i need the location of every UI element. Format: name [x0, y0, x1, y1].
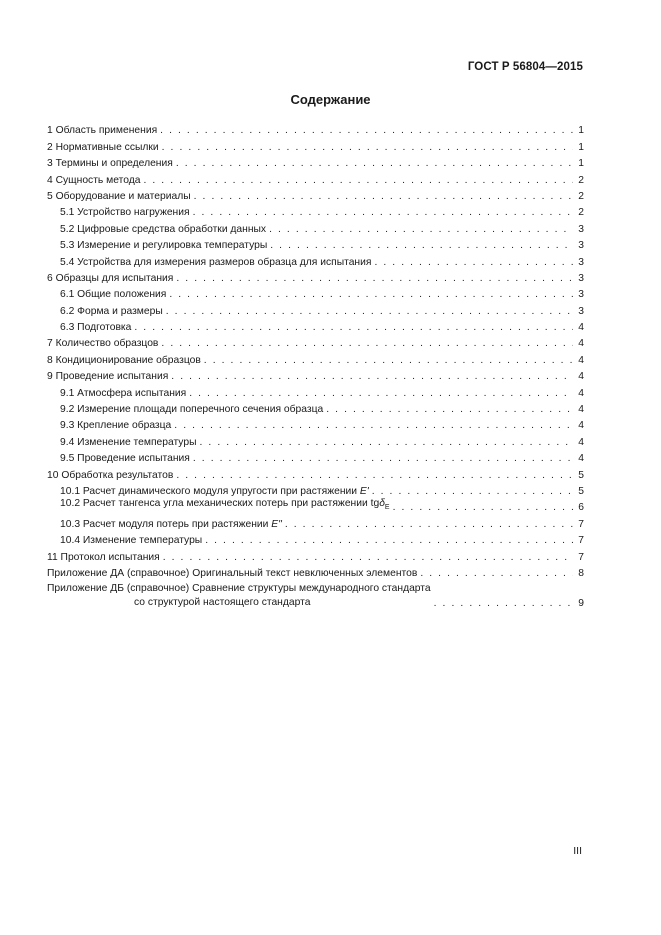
toc-entry-text: 5.3 Измерение и регулировка температуры	[60, 240, 268, 252]
toc-entry-text: 6.3 Подготовка	[60, 322, 132, 334]
toc-entry-page: 1	[578, 125, 584, 137]
toc-entry-text: 7 Количество образцов	[47, 338, 159, 350]
toc-entry-10-3[interactable]	[47, 514, 584, 530]
toc-entry-text: 9.2 Измерение площади поперечного сечения образца	[60, 404, 324, 416]
toc-entry-page: 7	[578, 535, 584, 547]
toc-entry-page: 3	[578, 305, 584, 317]
toc-entry-page: 4	[578, 371, 584, 383]
toc-entry-page: 3	[578, 240, 584, 252]
dot-leader	[204, 354, 573, 367]
standard-code: ГОСТ Р 56804—2015	[467, 61, 583, 73]
dot-leader	[143, 174, 573, 187]
toc-entry-5-1[interactable]	[47, 203, 584, 219]
dot-leader	[160, 124, 573, 137]
toc-entry-text-line1: Приложение ДБ (справочное) Сравнение структуры международного стандарта	[47, 582, 431, 594]
dot-leader	[169, 288, 573, 301]
toc-entry-page: 8	[578, 567, 584, 579]
toc-title: Содержание	[290, 92, 371, 107]
dot-leader	[374, 256, 573, 269]
toc-entry-10-4[interactable]	[47, 531, 584, 547]
toc-entry-text: 2 Нормативные ссылки	[47, 141, 159, 153]
toc-entry-11[interactable]	[47, 547, 584, 563]
elastic-modulus-symbol: E'	[359, 485, 369, 497]
toc-entry-text: 9.5 Проведение испытания	[60, 453, 190, 465]
dot-leader	[326, 403, 573, 416]
toc-entry-text: 9 Проведение испытания	[47, 371, 169, 383]
toc-entry-2[interactable]	[47, 137, 584, 153]
toc-entry-text-main: 10.2 Расчет тангенса угла механических потерь при растяжении tg	[60, 498, 380, 510]
toc-entry-text: 6.2 Форма и размеры	[60, 305, 163, 317]
toc-entry-page: 1	[578, 158, 584, 170]
toc-entry-8[interactable]	[47, 350, 584, 366]
toc-entry-page: 9	[578, 597, 584, 609]
toc-entry-10-1[interactable]	[47, 482, 584, 498]
toc-entry-text: 9.3 Крепление образца	[60, 420, 172, 432]
toc-entry-9-2[interactable]	[47, 400, 584, 416]
toc-entry-text: 9.4 Изменение температуры	[60, 436, 197, 448]
toc-entry-page: 4	[578, 354, 584, 366]
toc-entry-6-3[interactable]	[47, 318, 584, 334]
toc-entry-page: 5	[578, 469, 584, 481]
toc-entry-page: 6	[578, 502, 584, 514]
page-number: III	[573, 845, 582, 857]
toc-entry-page: 7	[578, 551, 584, 563]
toc-entry-text: 10 Обработка результатов	[47, 469, 174, 481]
delta-symbol: δ	[379, 498, 385, 510]
toc-entry-text-main: 10.3 Расчет модуля потерь при растяжении	[60, 518, 272, 530]
toc-entry-text: 6 Образцы для испытания	[47, 272, 174, 284]
dot-leader	[194, 190, 573, 203]
toc-entry-text: 8 Кондиционирование образцов	[47, 354, 201, 366]
dot-leader	[176, 272, 573, 285]
toc-entry-page: 1	[578, 141, 584, 153]
subscript-e: E	[384, 504, 390, 512]
dot-leader	[176, 469, 573, 482]
dot-leader	[163, 551, 573, 564]
dot-leader	[199, 436, 573, 449]
toc-entry-10-2[interactable]	[47, 498, 584, 514]
dot-leader	[205, 534, 573, 547]
toc-entry-text: 10.4 Изменение температуры	[60, 535, 203, 547]
dot-leader	[270, 239, 573, 252]
toc-entry-text-main: 10.1 Расчет динамического модуля упругости при растяжении	[60, 485, 360, 497]
dot-leader	[372, 485, 573, 498]
toc-entry-9-3[interactable]	[47, 416, 584, 432]
toc-entry-9-1[interactable]	[47, 383, 584, 399]
toc-entry-appendix-db[interactable]	[47, 580, 584, 610]
toc-entry-text: 1 Область применения	[47, 125, 158, 137]
toc-entry-5-4[interactable]	[47, 252, 584, 268]
toc-entry-text: 5.2 Цифровые средства обработки данных	[60, 223, 267, 235]
toc-entry-page: 7	[578, 518, 584, 530]
toc-entry-text: Приложение ДА (справочное) Оригинальный текст невключенных элементов	[47, 567, 418, 579]
toc-entry-text-line2: со структурой настоящего стандарта	[134, 596, 311, 608]
toc-entry-page: 4	[578, 322, 584, 334]
toc-entry-4[interactable]	[47, 170, 584, 186]
dot-leader	[193, 452, 573, 465]
toc-entry-text	[47, 582, 431, 610]
toc-entry-7[interactable]	[47, 334, 584, 350]
toc-entry-6[interactable]	[47, 269, 584, 285]
toc-entry-page: 4	[578, 404, 584, 416]
toc-entry-page: 4	[578, 453, 584, 465]
toc-entry-5[interactable]	[47, 187, 584, 203]
loss-modulus-symbol: E"	[271, 518, 282, 530]
toc-entry-text	[60, 498, 390, 514]
toc-entry-6-2[interactable]	[47, 301, 584, 317]
toc-entry-page: 3	[578, 289, 584, 301]
toc-entry-text: 5.4 Устройства для измерения размеров образца для испытания	[60, 256, 372, 268]
dot-leader	[393, 501, 573, 514]
toc-entry-5-2[interactable]	[47, 219, 584, 235]
toc-entry-text: 5.1 Устройство нагружения	[60, 207, 190, 219]
toc-entry-page: 2	[578, 190, 584, 202]
toc-entry-1[interactable]	[47, 121, 584, 137]
table-of-contents	[47, 121, 584, 610]
dot-leader	[189, 387, 573, 400]
toc-entry-page: 4	[578, 338, 584, 350]
dot-leader	[193, 206, 573, 219]
toc-entry-text: 4 Сущность метода	[47, 174, 141, 186]
toc-entry-page: 2	[578, 207, 584, 219]
dot-leader	[285, 518, 573, 531]
dot-leader	[420, 567, 573, 580]
dot-leader	[269, 223, 573, 236]
toc-entry-text: 11 Протокол испытания	[47, 551, 160, 563]
toc-entry-page: 2	[578, 174, 584, 186]
dot-leader	[434, 597, 573, 610]
toc-entry-text	[60, 485, 369, 498]
toc-entry-page: 3	[578, 256, 584, 268]
toc-entry-text: 6.1 Общие положения	[60, 289, 167, 301]
dot-leader	[162, 141, 573, 154]
toc-entry-page: 5	[578, 485, 584, 497]
dot-leader	[161, 337, 573, 350]
toc-entry-9-4[interactable]	[47, 432, 584, 448]
toc-entry-appendix-da[interactable]	[47, 564, 584, 580]
toc-entry-page: 3	[578, 272, 584, 284]
toc-entry-text: 5 Оборудование и материалы	[47, 190, 191, 202]
dot-leader	[171, 370, 573, 383]
toc-entry-5-3[interactable]	[47, 236, 584, 252]
toc-entry-6-1[interactable]	[47, 285, 584, 301]
dot-leader	[174, 419, 573, 432]
toc-entry-text: 9.1 Атмосфера испытания	[60, 387, 187, 399]
toc-entry-9[interactable]	[47, 367, 584, 383]
dot-leader	[176, 157, 573, 170]
toc-entry-page: 3	[578, 223, 584, 235]
toc-entry-text: 3 Термины и определения	[47, 158, 173, 170]
dot-leader	[134, 321, 573, 334]
toc-entry-page: 4	[578, 387, 584, 399]
toc-entry-10[interactable]	[47, 465, 584, 481]
dot-leader	[166, 305, 573, 318]
toc-entry-page: 4	[578, 436, 584, 448]
toc-entry-text	[60, 518, 282, 531]
toc-entry-3[interactable]	[47, 154, 584, 170]
toc-entry-page: 4	[578, 420, 584, 432]
toc-entry-9-5[interactable]	[47, 449, 584, 465]
